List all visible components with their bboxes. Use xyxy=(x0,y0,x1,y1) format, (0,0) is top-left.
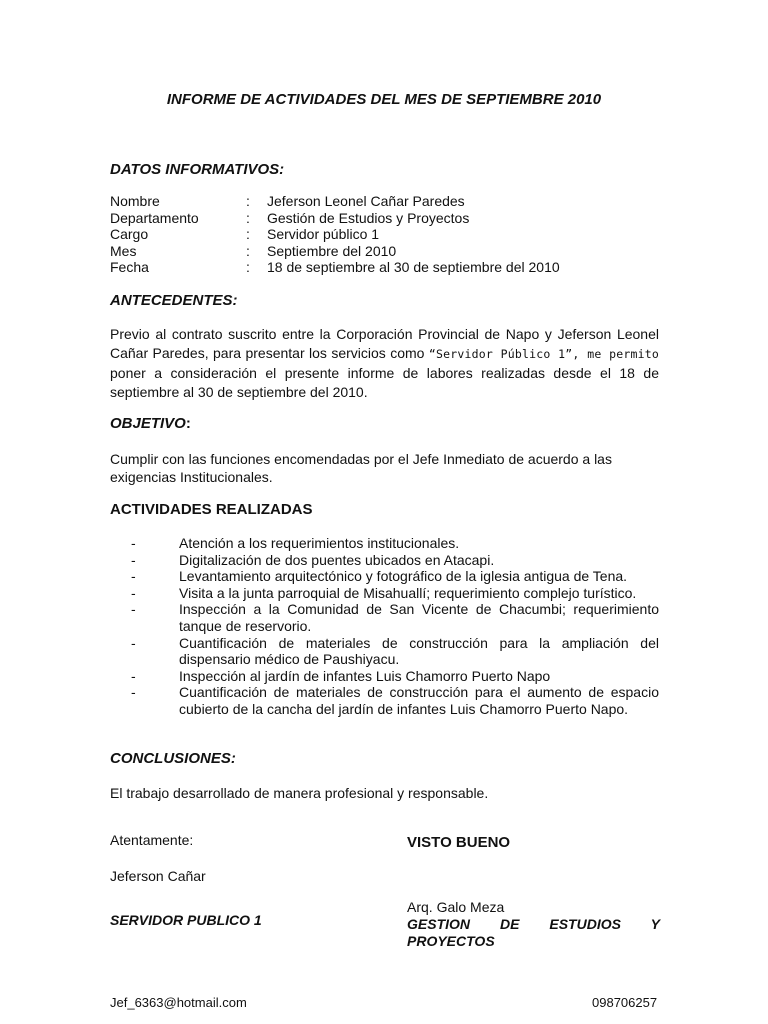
antecedentes-text-1: Previo al contrato suscrito entre la Corporación Provincial de Napo y Jeferson Leonel Cañar Paredes, para presentar los servicios como xyxy=(110,326,659,361)
activity-item xyxy=(110,668,659,685)
actividades-list xyxy=(110,535,659,718)
conclusiones-heading: CONCLUSIONES: xyxy=(110,750,236,767)
info-label: Mes xyxy=(110,242,137,259)
activity-item xyxy=(110,684,659,717)
activity-item xyxy=(110,568,659,585)
conclusiones-text: El trabajo desarrollado de manera profesional y responsable. xyxy=(110,785,489,801)
activity-text: Visita a la junta parroquial de Misahuallí; requerimiento complejo turístico. xyxy=(179,584,637,601)
info-value: Septiembre del 2010 xyxy=(267,242,397,259)
info-row xyxy=(110,226,560,243)
antecedentes-text-2: poner a consideración el presente informe de labores realizadas desde el 18 de septiembre al 30 de septiembre del 2010. xyxy=(110,365,659,400)
signer-name: Jeferson Cañar xyxy=(110,868,206,884)
activity-bullet: - xyxy=(131,601,136,618)
info-value: Gestión de Estudios y Proyectos xyxy=(267,209,470,226)
activity-bullet: - xyxy=(131,634,136,651)
antecedentes-paragraph xyxy=(110,325,659,402)
info-colon: : xyxy=(246,193,250,209)
info-value: Servidor público 1 xyxy=(267,226,380,243)
activity-bullet: - xyxy=(131,667,136,684)
info-row xyxy=(110,243,560,260)
activity-text: Levantamiento arquitectónico y fotográfico de la iglesia antigua de Tena. xyxy=(179,568,628,585)
info-colon: : xyxy=(246,226,250,243)
approver-role: GESTION DE ESTUDIOS Y PROYECTOS xyxy=(407,916,660,949)
actividades-heading: ACTIVIDADES REALIZADAS xyxy=(110,501,313,518)
visto-bueno-label: VISTO BUENO xyxy=(407,834,511,851)
info-row xyxy=(110,193,560,210)
info-label: Fecha xyxy=(110,259,149,276)
info-colon: : xyxy=(246,242,250,259)
info-colon: : xyxy=(246,259,250,276)
activity-text: Cuantificación de materiales de construcción para el aumento de espacio cubierto de la cancha del jardín de infantes Luis Chamorro Puerto Napo. xyxy=(179,684,659,717)
info-colon: : xyxy=(246,209,250,226)
activity-item xyxy=(110,601,659,634)
datos-informativos-heading: DATOS INFORMATIVOS: xyxy=(110,161,285,178)
objetivo-heading-text: OBJETIVO xyxy=(110,415,186,432)
footer-email: Jef_6363@hotmail.com xyxy=(110,995,247,1010)
info-label: Departamento xyxy=(110,209,199,226)
approver-name: Arq. Galo Meza xyxy=(407,899,505,915)
activity-item xyxy=(110,552,659,569)
activity-item xyxy=(110,535,659,552)
report-title: INFORME DE ACTIVIDADES DEL MES DE SEPTIEMBRE 2010 xyxy=(166,91,602,108)
activity-text: Inspección a la Comunidad de San Vicente de Chacumbi; requerimiento tanque de reservorio. xyxy=(179,601,659,634)
info-row xyxy=(110,259,560,276)
activity-text: Cuantificación de materiales de construcción para la ampliación del dispensario médico de Paushiyacu. xyxy=(179,634,659,668)
activity-bullet: - xyxy=(131,684,136,701)
info-label: Nombre xyxy=(110,193,160,209)
atentamente-label: Atentamente: xyxy=(110,832,194,848)
footer-phone: 098706257 xyxy=(592,995,658,1010)
info-row xyxy=(110,210,560,227)
activity-item xyxy=(110,635,659,668)
activity-item xyxy=(110,585,659,602)
activity-text: Inspección al jardín de infantes Luis Chamorro Puerto Napo xyxy=(179,667,551,684)
info-label: Cargo xyxy=(110,226,149,243)
info-value: Jeferson Leonel Cañar Paredes xyxy=(267,193,465,209)
activity-text: Atención a los requerimientos institucionales. xyxy=(179,535,460,551)
objetivo-heading xyxy=(110,415,191,432)
objetivo-paragraph: Cumplir con las funciones encomendadas por el Jefe Inmediato de acuerdo a las exigencias Institucionales. xyxy=(110,451,612,485)
activity-bullet: - xyxy=(131,535,136,551)
activity-text: Digitalización de dos puentes ubicados en Atacapi. xyxy=(179,551,495,568)
info-value: 18 de septiembre al 30 de septiembre del 2010 xyxy=(267,259,560,276)
antecedentes-heading: ANTECEDENTES: xyxy=(110,292,238,309)
activity-bullet: - xyxy=(131,551,136,568)
antecedentes-text-mono: “Servidor Público 1”, me permito xyxy=(428,347,659,361)
signer-role: SERVIDOR PUBLICO 1 xyxy=(110,912,262,928)
activity-bullet: - xyxy=(131,584,136,601)
datos-informativos-table xyxy=(110,193,560,276)
objetivo-heading-colon: : xyxy=(185,415,191,432)
activity-bullet: - xyxy=(131,568,136,585)
